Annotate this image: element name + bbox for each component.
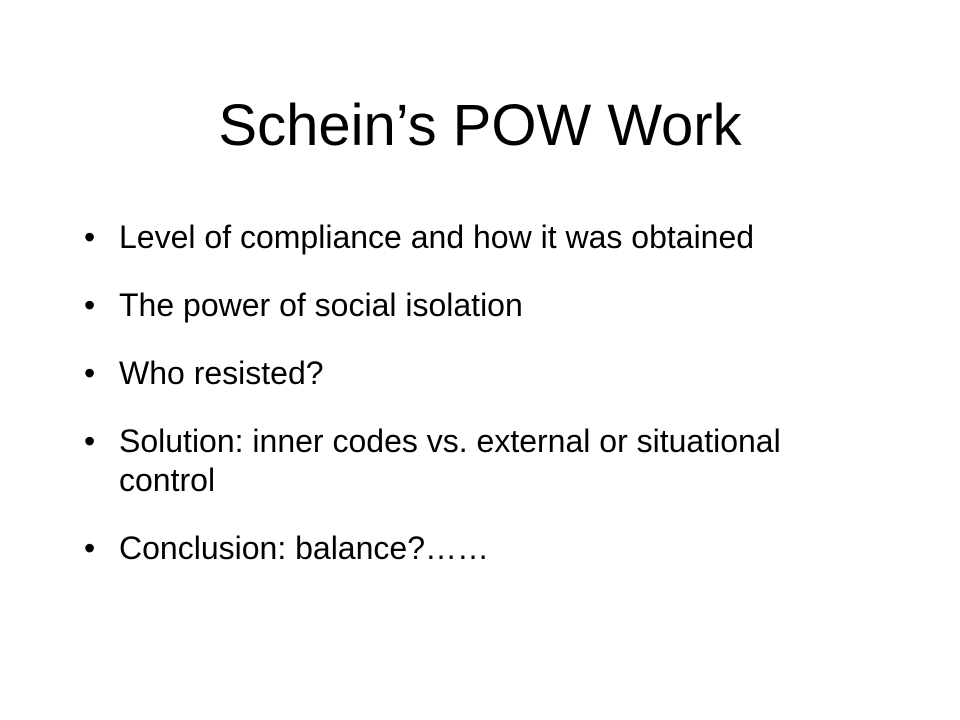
bullet-item xyxy=(84,529,864,568)
slide-title: Schein’s POW Work xyxy=(218,93,742,158)
bullet-text: Solution: inner codes vs. external or situational control xyxy=(119,423,781,498)
bullet-list xyxy=(84,218,864,597)
bullet-icon: • xyxy=(84,530,96,566)
bullet-item xyxy=(84,286,864,325)
bullet-text: The power of social isolation xyxy=(119,287,523,323)
bullet-icon: • xyxy=(84,355,96,391)
bullet-item xyxy=(84,354,864,393)
bullet-icon: • xyxy=(84,423,96,459)
bullet-text: Who resisted? xyxy=(119,355,324,391)
bullet-item xyxy=(84,218,864,257)
bullet-icon: • xyxy=(84,287,96,323)
bullet-text: Level of compliance and how it was obtained xyxy=(119,219,755,255)
bullet-item xyxy=(84,422,864,500)
bullet-icon: • xyxy=(84,219,96,255)
bullet-text: Conclusion: balance?…… xyxy=(119,530,489,566)
